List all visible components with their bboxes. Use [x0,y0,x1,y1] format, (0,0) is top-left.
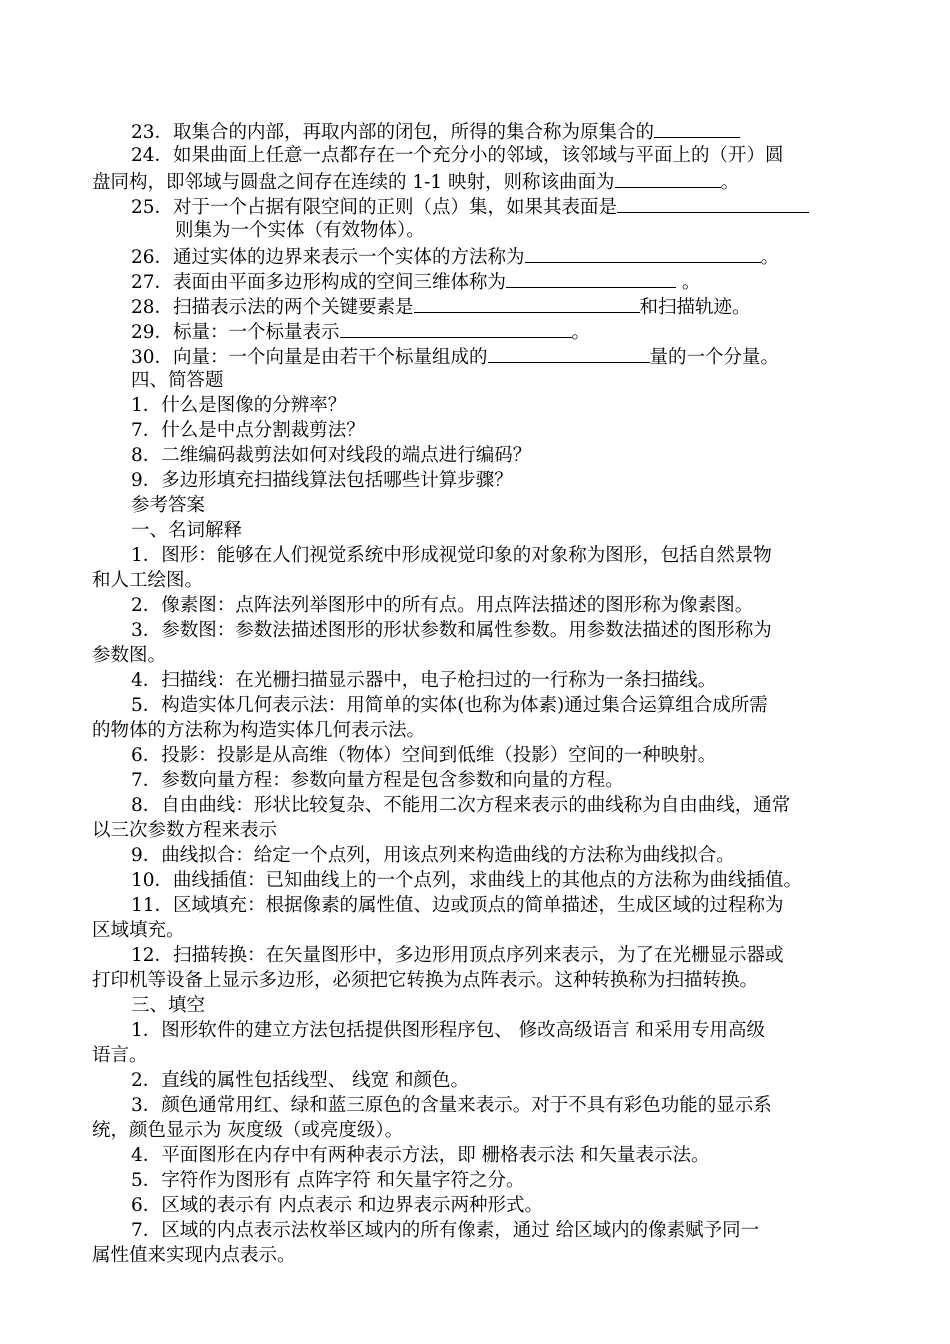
question-23: 23．取集合的内部，再取内部的闭包，所得的集合称为原集合的 [131,118,740,145]
answer-blank [506,268,676,288]
question-29: 29．标量：一个标量表示 。 [131,318,590,345]
short-answer-item: 7．什么是中点分割裁剪法？ [131,420,365,441]
answer-6: 6．投影：投影是从高维（物体）空间到低维（投影）空间的一种映射。 [131,745,717,766]
answer-blank [525,243,761,263]
question-24-line2: 盘同构，即邻域与圆盘之间存在连续的 1-1 映射，则称该曲面为 。 [92,168,739,195]
question-30: 30．向量：一个向量是由若干个标量组成的 量的一个分量。 [131,343,779,370]
answer-12-line2: 打印机等设备上显示多边形，必须把它转换为点阵表示。这种转换称为扫描转换。 [92,970,759,991]
answer-4: 4．扫描线：在光栅扫描显示器中，电子枪扫过的一行称为一条扫描线。 [131,670,717,691]
question-28: 28．扫描表示法的两个关键要素是 和扫描轨迹。 [131,293,751,320]
fill-answer-1-line2: 语言。 [92,1045,148,1066]
fill-answer-5: 5．字符作为图形有 点阵字符 和矢量字符之分。 [131,1170,525,1191]
short-answer-item: 1．什么是图像的分辨率？ [131,395,347,416]
section-heading-short-answer: 四、简答题 [131,370,224,391]
answer-9: 9．曲线拟合：给定一个点列，用该点列来构造曲线的方法称为曲线拟合。 [131,845,735,866]
fill-answer-1-line1: 1．图形软件的建立方法包括提供图形程序包、 修改高级语言 和采用专用高级 [131,1020,766,1041]
answer-blank [488,343,650,363]
answer-blank [617,193,809,213]
fill-answer-3-line2: 统，颜色显示为 灰度级（或亮度级）。 [92,1120,404,1141]
answer-blank [340,318,572,338]
answer-blank [615,168,721,188]
section-heading-fill: 三、填空 [131,995,206,1016]
question-25-line1: 25．对于一个占据有限空间的正则（点）集，如果其表面是 [131,193,809,220]
short-answer-item: 9．多边形填充扫描线算法包括哪些计算步骤？ [131,470,513,491]
section-heading-definitions: 一、名词解释 [131,520,243,541]
question-27: 27．表面由平面多边形构成的空间三维体称为 。 [131,268,700,295]
fill-answer-4: 4．平面图形在内存中有两种表示方法，即 栅格表示法 和矢量表示法。 [131,1145,710,1166]
answer-7: 7．参数向量方程：参数向量方程是包含参数和向量的方程。 [131,770,624,791]
answer-3-line2: 参数图。 [92,645,167,666]
answer-5-line1: 5．构造实体几何表示法：用简单的实体(也称为体素)通过集合运算组合成所需 [131,695,768,716]
answer-1-line2: 和人工绘图。 [92,570,204,591]
answer-11-line2: 区域填充。 [92,920,185,941]
answer-3-line1: 3．参数图：参数法描述图形的形状参数和属性参数。用参数法描述的图形称为 [131,620,772,641]
fill-answer-3-line1: 3．颜色通常用红、绿和蓝三原色的含量来表示。对于不具有彩色功能的显示系 [131,1095,772,1116]
answer-blank [414,293,640,313]
question-25-line2: 则集为一个实体（有效物体）。 [175,220,425,241]
answers-heading: 参考答案 [131,495,206,516]
question-26: 26．通过实体的边界来表示一个实体的方法称为 。 [131,243,779,270]
answer-blank [654,118,740,138]
answer-2: 2．像素图：点阵法列举图形中的所有点。用点阵法描述的图形称为像素图。 [131,595,754,616]
answer-8-line1: 8．自由曲线：形状比较复杂、不能用二次方程来表示的曲线称为自由曲线，通常 [131,795,791,816]
fill-answer-2: 2．直线的属性包括线型、 线宽 和颜色。 [131,1070,470,1091]
answer-12-line1: 12．扫描转换：在矢量图形中，多边形用顶点序列来表示，为了在光栅显示器或 [131,945,784,966]
fill-answer-7-line1: 7．区域的内点表示法枚举区域内的所有像素，通过 给区域内的像素赋予同一 [131,1220,760,1241]
answer-1-line1: 1．图形：能够在人们视觉系统中形成视觉印象的对象称为图形，包括自然景物 [131,545,772,566]
answer-5-line2: 的物体的方法称为构造实体几何表示法。 [92,720,426,741]
question-24-line1: 24．如果曲面上任意一点都存在一个充分小的邻域，该邻域与平面上的（开）圆 [131,145,784,166]
fill-answer-7-line2: 属性值来实现内点表示。 [92,1245,296,1266]
short-answer-item: 8．二维编码裁剪法如何对线段的端点进行编码？ [131,445,532,466]
fill-answer-6: 6．区域的表示有 内点表示 和边界表示两种形式。 [131,1195,544,1216]
answer-10: 10．曲线插值：已知曲线上的一个点列，求曲线上的其他点的方法称为曲线插值。 [131,870,803,891]
answer-8-line2: 以三次参数方程来表示 [92,820,278,841]
answer-11-line1: 11．区域填充：根据像素的属性值、边或顶点的简单描述，生成区域的过程称为 [131,895,784,916]
